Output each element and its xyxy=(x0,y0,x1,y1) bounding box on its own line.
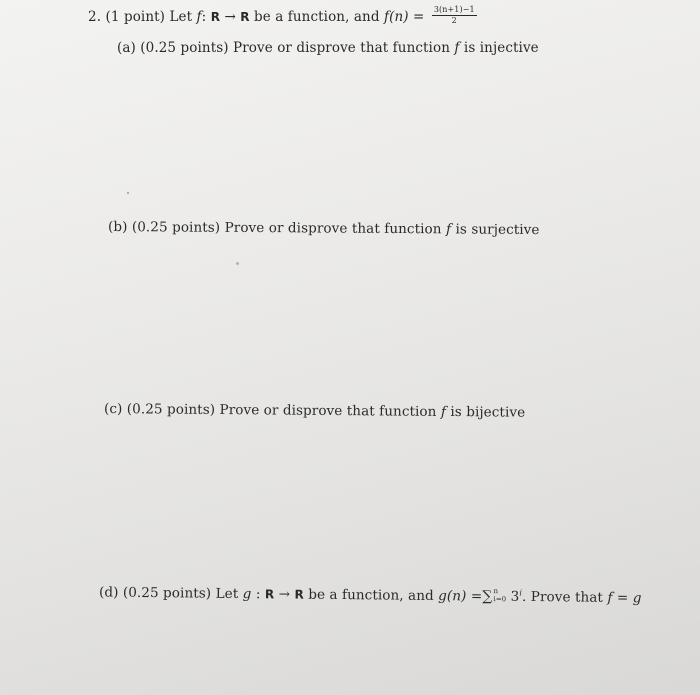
part-c-text: Prove or disprove that function xyxy=(219,402,437,420)
term-base: 3 xyxy=(510,588,520,605)
reals-set-1: R xyxy=(210,10,221,24)
part-d-reals-1: R xyxy=(264,587,275,602)
paper-speck xyxy=(236,262,239,265)
g-of-n: g(n) xyxy=(438,588,467,605)
part-d-prove: . Prove that xyxy=(521,588,604,606)
summation-symbol: ∑ xyxy=(482,588,493,605)
part-d-points: (0.25 points) xyxy=(122,584,212,602)
f-symbol: f xyxy=(196,9,202,25)
part-c-label: (c) xyxy=(103,401,123,418)
part-b-points: (0.25 points) xyxy=(131,219,221,236)
part-b-tail: is surjective xyxy=(455,221,540,239)
paper-speck xyxy=(127,192,129,194)
intro-prefix: Let xyxy=(169,9,193,25)
problem-2-header xyxy=(88,5,477,27)
term-exp: i xyxy=(519,588,523,598)
part-d-mid: be a function, and xyxy=(308,586,434,605)
part-d-prefix: Let xyxy=(215,585,239,602)
summation-limits xyxy=(493,588,506,604)
part-d-colon: : xyxy=(255,586,261,603)
part-d-equals: = xyxy=(470,588,483,605)
part-a-var: f xyxy=(454,40,460,56)
part-a-points: (0.25 points) xyxy=(140,40,229,56)
part-d-rhs: g xyxy=(632,590,642,607)
part-c-points: (0.25 points) xyxy=(126,401,216,418)
equals-sign: = xyxy=(413,9,425,25)
part-d-label: (d) xyxy=(98,584,119,601)
reals-set-2: R xyxy=(240,10,250,24)
problem-points: (1 point) xyxy=(105,9,166,25)
arrow-1: → xyxy=(224,9,236,25)
part-b-var: f xyxy=(445,221,452,238)
part-d-arrow: → xyxy=(278,586,291,603)
g-symbol: g xyxy=(242,586,252,603)
part-d-eq2: = xyxy=(616,589,629,607)
part-d-reals-2: R xyxy=(294,587,304,602)
part-a-text: Prove or disprove that function xyxy=(233,40,450,56)
part-d xyxy=(99,584,642,606)
part-c-tail: is bijective xyxy=(450,404,526,421)
part-a xyxy=(117,40,539,56)
part-b-text: Prove or disprove that function xyxy=(224,219,442,238)
part-c-var: f xyxy=(440,403,447,420)
part-b xyxy=(108,219,540,238)
f-of-n: f(n) xyxy=(383,9,409,25)
part-a-label: (a) xyxy=(117,40,136,56)
sum-lower: i=0 xyxy=(493,595,507,604)
intro-suffix: be a function, and xyxy=(254,9,380,25)
fraction-denominator: 2 xyxy=(451,16,457,25)
part-b-label: (b) xyxy=(107,219,128,236)
part-d-lhs: f xyxy=(607,589,613,606)
problem-number: 2. xyxy=(88,9,102,25)
part-a-tail: is injective xyxy=(463,40,539,56)
sum-upper: n xyxy=(493,587,499,596)
f-formula-fraction xyxy=(432,6,477,25)
fraction-numerator: 3(n+1)−1 xyxy=(433,5,475,14)
colon: : xyxy=(201,9,207,25)
part-c xyxy=(104,401,525,421)
